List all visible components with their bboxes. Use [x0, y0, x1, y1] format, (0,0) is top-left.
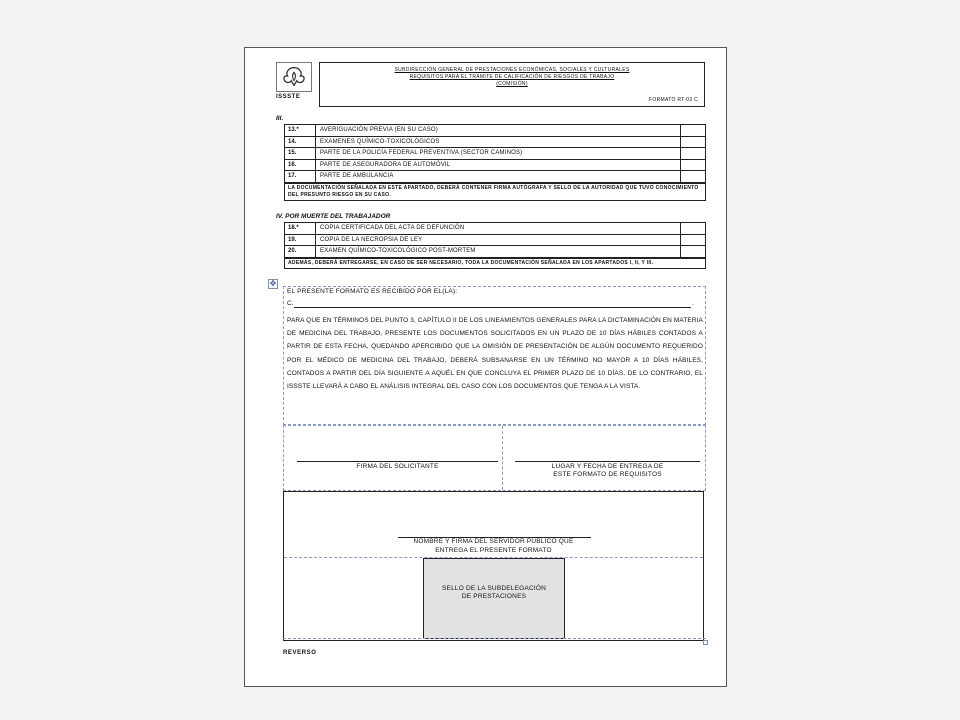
item-number: 17. — [285, 171, 316, 182]
item-number: 16. — [285, 160, 316, 171]
signature-row — [283, 425, 706, 491]
table-row — [285, 137, 705, 149]
table-row — [285, 148, 705, 160]
item-text: COPIA CERTIFICADA DEL ACTA DE DEFUNCIÓN — [316, 223, 681, 234]
item-number: 15. — [285, 148, 316, 159]
header-line-2: REQUISITOS PARA EL TRÁMITE DE CALIFICACIÓN DE RIESGOS DE TRABAJO — [409, 74, 615, 80]
page-side-label: REVERSO — [283, 650, 317, 656]
header-line-1: SUBDIRECCIÓN GENERAL DE PRESTACIONES ECONÓMICAS, SOCIALES Y CULTURALES — [394, 67, 630, 73]
item-text: AVERIGUACIÓN PREVIA (EN SU CASO) — [316, 125, 681, 136]
section-3-label: III. — [276, 115, 284, 122]
section-4-note: ADEMÁS, DEBERÁ ENTREGARSE, EN CASO DE SER NECESARIO, TODA LA DOCUMENTACIÓN SEÑALADA EN LOS APARTADOS I, II, Y III. — [285, 258, 705, 268]
stamp-label-2: DE PRESTACIONES — [461, 593, 527, 600]
divider — [502, 426, 503, 490]
item-number: 13.* — [285, 125, 316, 136]
item-number: 19. — [285, 235, 316, 246]
section-4-label: IV. POR MUERTE DEL TRABAJADOR — [276, 213, 391, 220]
item-checkbox[interactable] — [681, 246, 705, 257]
delivery-place-date-field[interactable] — [515, 461, 700, 462]
item-text: PARTE DE AMBULANCIA — [316, 171, 681, 182]
item-text: EXAMEN QUÍMICO-TOXICOLÓGICO POST-MORTEM — [316, 246, 681, 257]
form-header — [319, 62, 705, 107]
stamp-label-1: SELLO DE LA SUBDELEGACIÓN — [442, 585, 546, 592]
divider — [283, 638, 706, 639]
table-row — [285, 160, 705, 172]
table-row — [285, 125, 705, 137]
item-checkbox[interactable] — [681, 235, 705, 246]
item-checkbox[interactable] — [681, 137, 705, 148]
item-checkbox[interactable] — [681, 148, 705, 159]
table-row — [285, 223, 705, 235]
applicant-signature-field[interactable] — [297, 461, 498, 462]
receipt-title: EL PRESENTE FORMATO ES RECIBIDO POR EL(LA): — [287, 288, 458, 295]
receipt-box — [283, 286, 706, 425]
server-signature-box — [283, 491, 704, 641]
item-text: PARTE DE LA POLICÍA FEDERAL PREVENTIVA (SECTOR CAMINOS) — [316, 148, 681, 159]
delivery-label-2: ESTE FORMATO DE REQUISITOS — [553, 471, 662, 478]
receipt-c-end: . — [692, 300, 694, 307]
item-text: COPIA DE LA NECROPSIA DE LEY — [316, 235, 681, 246]
item-checkbox[interactable] — [681, 160, 705, 171]
server-label-1: NOMBRE Y FIRMA DEL SERVIDOR PÚBLICO QUE — [413, 538, 574, 545]
table-row — [285, 235, 705, 247]
header-line-3: (COMISIÓN) — [496, 81, 528, 87]
item-checkbox[interactable] — [681, 125, 705, 136]
item-text: PARTE DE ASEGURADORA DE AUTOMÓVIL — [316, 160, 681, 171]
item-number: 18.* — [285, 223, 316, 234]
table-resize-handle-icon[interactable] — [703, 640, 708, 645]
section-4-table — [284, 222, 706, 269]
table-row — [285, 171, 705, 183]
receipt-body: PARA QUE EN TÉRMINOS DEL PUNTO 3, CAPÍTULO II DE LOS LINEAMIENTOS GENERALES PARA LA DICTAMINACIÓN EN MATERIA DE MEDICINA DEL TRABAJO, PRESENTE LOS DOCUMENTOS SOLICITADOS EN UN PLAZO DE 10 DÍAS HÁBILES CONTADOS A PARTIR DE ESTA FECHA, QUEDANDO APERCIBIDO QUE LA OMISIÓN DE PRESENTACIÓN DE ALGÚN DOCUMENTO REQUERIDO POR EL MÉDICO DE MEDICINA DEL TRABAJO, DEBERÁ SUBSANARSE EN UN TÉRMINO NO MAYOR A 10 DÍAS HÁBILES, CONTADOS A PARTIR DEL DÍA SIGUIENTE A AQUÉL EN QUE CONCLUYA EL PRIMER PLAZO DE 10 DÍAS. DE LO CONTRARIO, EL ISSSTE LLEVARÁ A CABO EL ANÁLISIS INTEGRAL DEL CASO CON LOS DOCUMENTOS QUE TENGA A LA VISTA. — [287, 317, 703, 391]
applicant-signature-label: FIRMA DEL SOLICITANTE — [356, 463, 439, 470]
receipt-c-label: C. — [287, 300, 294, 307]
stamp-box — [423, 558, 565, 639]
issste-logo-icon — [276, 62, 312, 92]
section-3-table — [284, 124, 706, 201]
item-text: EXAMENES QUÍMICO-TOXICOLÓGICOS — [316, 137, 681, 148]
server-label-2: ENTREGA EL PRESENTE FORMATO — [435, 547, 552, 554]
section-3-note: LA DOCUMENTACIÓN SEÑALADA EN ESTE APARTADO, DEBERÁ CONTENER FIRMA AUTÓGRAFA Y SELLO DE LA AUTORIDAD QUE TUVO CONOCIMIENTO DEL PRESUNTO RIESGO EN SU CASO. — [285, 183, 705, 200]
table-row — [285, 246, 705, 258]
delivery-label-1: LUGAR Y FECHA DE ENTREGA DE — [551, 463, 664, 470]
item-checkbox[interactable] — [681, 171, 705, 182]
item-checkbox[interactable] — [681, 223, 705, 234]
logo-text: ISSSTE — [276, 94, 301, 100]
form-code: FORMATO RT-03 C — [649, 97, 698, 103]
item-number: 14. — [285, 137, 316, 148]
item-number: 20. — [285, 246, 316, 257]
table-move-handle-icon[interactable]: ✥ — [269, 279, 277, 288]
recipient-name-field[interactable] — [294, 307, 691, 308]
